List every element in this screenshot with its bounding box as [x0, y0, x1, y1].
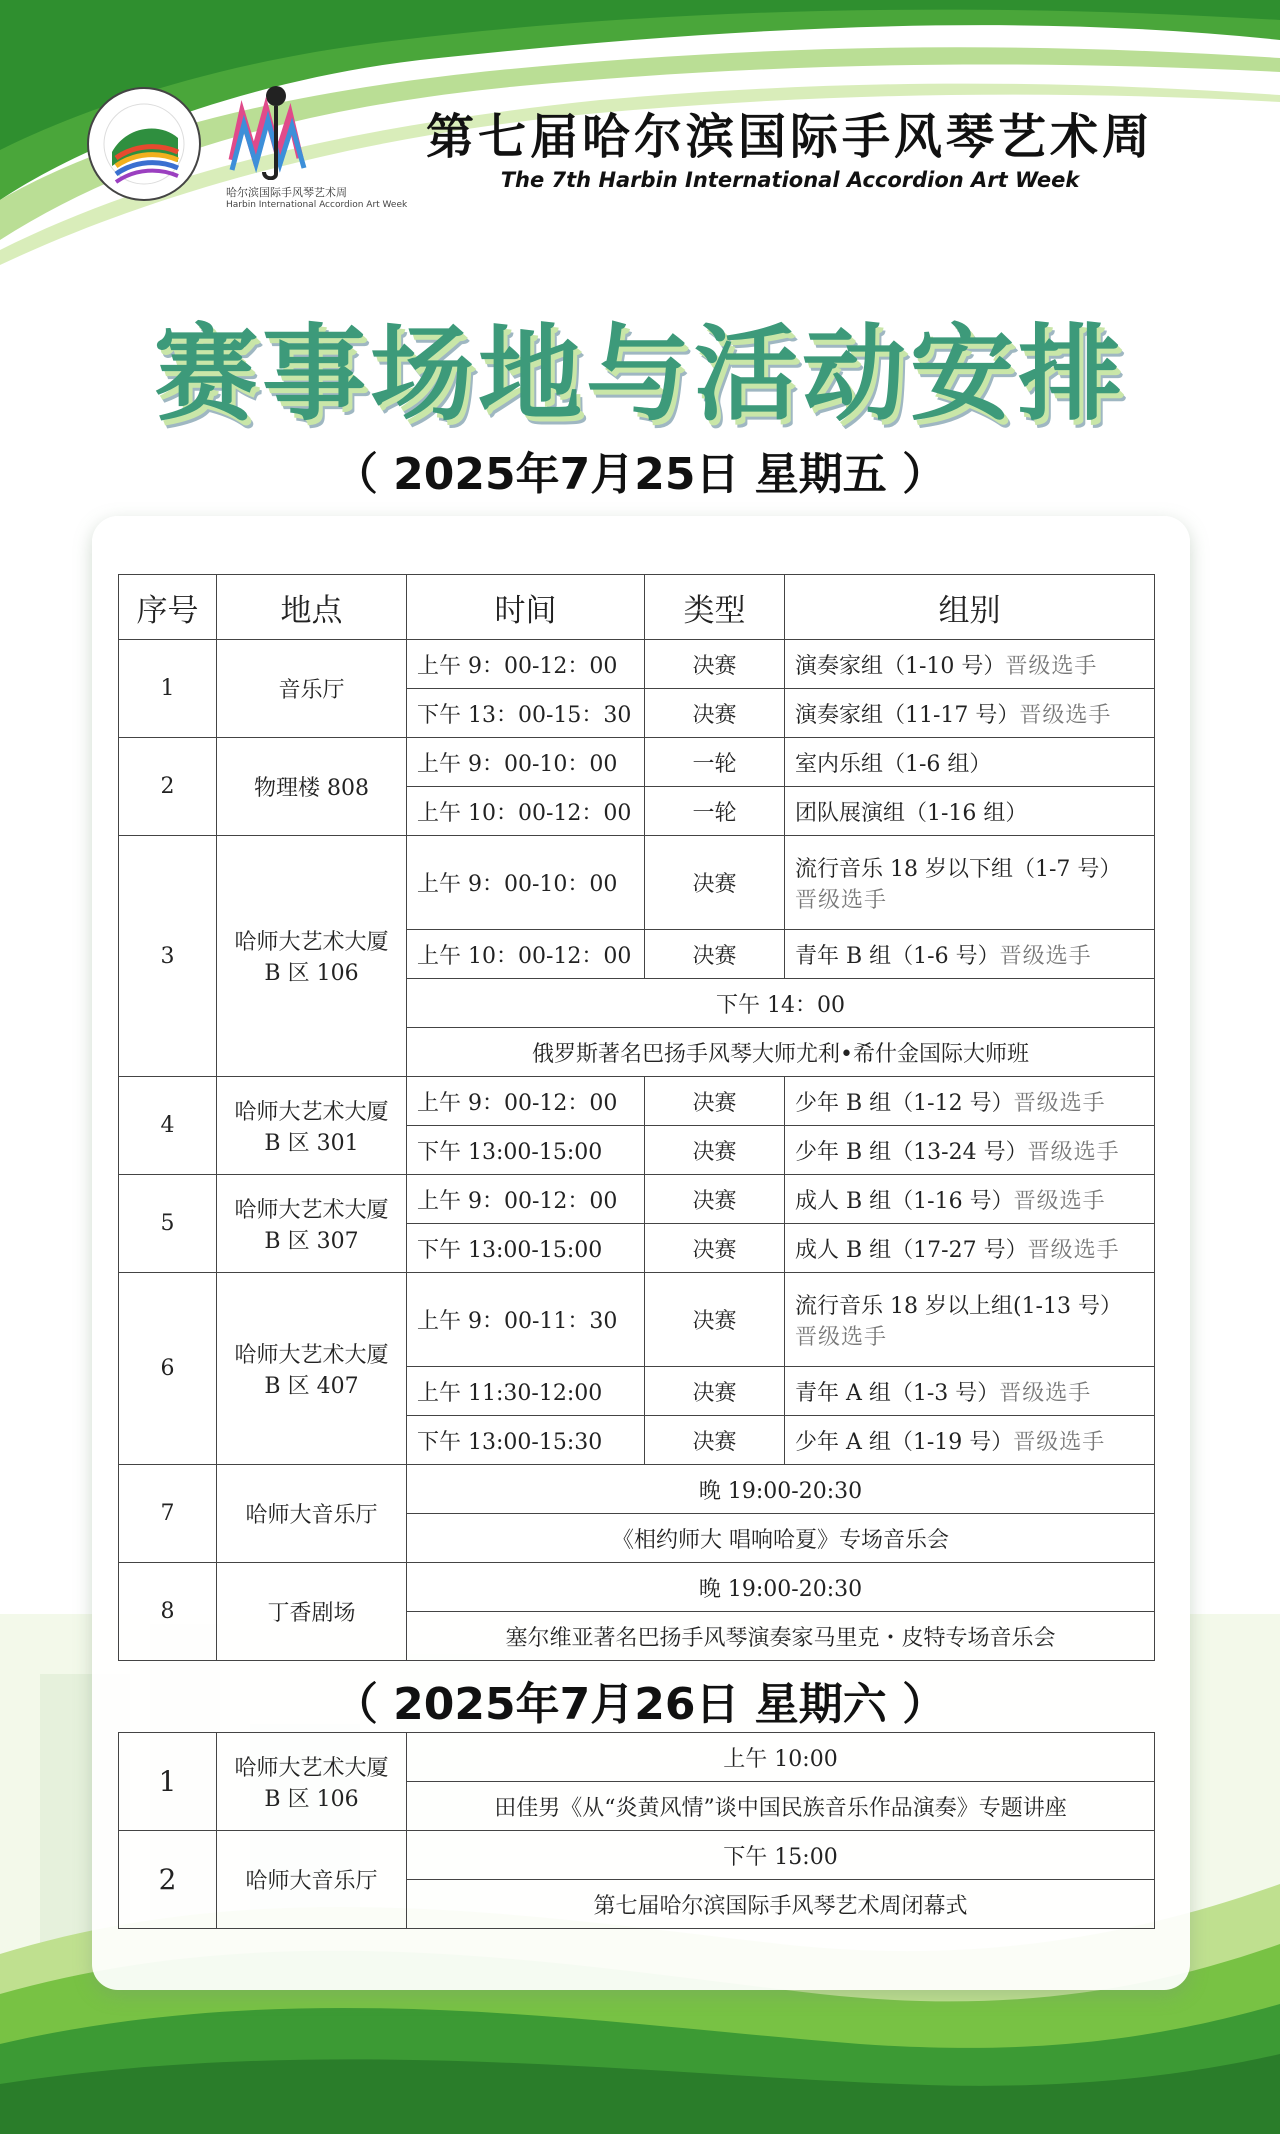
row-group: 团队展演组（1-16 组） [785, 787, 1155, 836]
header-group: 组别 [785, 575, 1155, 640]
group-text: 青年 A 组（1-3 号） [795, 1380, 1000, 1406]
row-venue: 物理楼 808 [217, 738, 407, 836]
row-no: 1 [119, 640, 217, 738]
event-title-cn: 第七届哈尔滨国际手风琴艺术周 [425, 109, 1154, 165]
event-name: 《相约师大 唱响哈夏》专场音乐会 [407, 1514, 1155, 1563]
row-type: 决赛 [645, 1416, 785, 1465]
group-text: 少年 A 组（1-19 号） [795, 1429, 1014, 1455]
accordion-week-logo-mark [224, 84, 324, 180]
row-venue: 哈师大音乐厅 [217, 1465, 407, 1563]
group-text: 流行音乐 18 岁以下组（1-7 号） [795, 856, 1122, 882]
row-group [785, 1126, 1155, 1175]
table-row [119, 1563, 1155, 1612]
row-no: 2 [119, 738, 217, 836]
row-time: 上午 9：00-12：00 [407, 1175, 645, 1224]
table-row [119, 1175, 1155, 1224]
row-venue: 哈师大艺术大厦 B 区 301 [217, 1077, 407, 1175]
row-time: 上午 9：00-11：30 [407, 1273, 645, 1367]
row-group [785, 1367, 1155, 1416]
day1-schedule-table [118, 574, 1155, 1661]
table-row [119, 738, 1155, 787]
row-no: 4 [119, 1077, 217, 1175]
qualifier-note: 晋级选手 [1013, 1429, 1106, 1455]
row-type: 决赛 [645, 836, 785, 930]
row-venue: 丁香剧场 [217, 1563, 407, 1661]
row-no: 7 [119, 1465, 217, 1563]
row-no: 8 [119, 1563, 217, 1661]
qualifier-note: 晋级选手 [999, 943, 1092, 969]
event-title-en: The 7th Harbin International Accordion Art Week [500, 168, 1080, 192]
page-title: 赛事场地与活动安排 [153, 313, 1126, 435]
row-time: 上午 10：00-12：00 [407, 930, 645, 979]
row-type: 决赛 [645, 1077, 785, 1126]
row-time: 上午 9：00-12：00 [407, 640, 645, 689]
group-text: 成人 B 组（17-27 号） [795, 1237, 1028, 1263]
row-group [785, 1224, 1155, 1273]
table-row [119, 836, 1155, 930]
row-time: 下午 13：00-15：30 [407, 689, 645, 738]
row-time: 下午 13:00-15:00 [407, 1224, 645, 1273]
row-group [785, 836, 1155, 930]
event-name: 俄罗斯著名巴扬手风琴大师尤利•希什金国际大师班 [407, 1028, 1155, 1077]
qualifier-note: 晋级选手 [1027, 1237, 1120, 1263]
group-text: 成人 B 组（1-16 号） [795, 1188, 1014, 1214]
row-type: 决赛 [645, 1224, 785, 1273]
week-logo-cn: 哈尔滨国际手风琴艺术周 [226, 186, 347, 199]
row-group [785, 1175, 1155, 1224]
row-time: 上午 9：00-12：00 [407, 1077, 645, 1126]
group-text: 少年 B 组（13-24 号） [795, 1139, 1028, 1165]
row-venue: 哈师大音乐厅 [217, 1831, 407, 1929]
event-time: 下午 14：00 [407, 979, 1155, 1028]
row-group [785, 930, 1155, 979]
table-row [119, 1077, 1155, 1126]
row-type: 决赛 [645, 1273, 785, 1367]
group-text: 流行音乐 18 岁以上组(1-13 号） [795, 1293, 1122, 1319]
row-no: 5 [119, 1175, 217, 1273]
event-time: 晚 19:00-20:30 [407, 1563, 1155, 1612]
row-type: 决赛 [645, 689, 785, 738]
qualifier-note: 晋级选手 [795, 887, 888, 913]
row-group [785, 640, 1155, 689]
row-type: 决赛 [645, 1126, 785, 1175]
row-time: 下午 13:00-15:00 [407, 1126, 645, 1175]
row-time: 下午 13:00-15:30 [407, 1416, 645, 1465]
qualifier-note: 晋级选手 [1013, 1090, 1106, 1116]
row-type: 决赛 [645, 1175, 785, 1224]
row-type: 决赛 [645, 640, 785, 689]
row-no: 2 [119, 1831, 217, 1929]
group-text: 演奏家组（1-10 号） [795, 653, 1006, 679]
row-venue: 哈师大艺术大厦 B 区 307 [217, 1175, 407, 1273]
row-time: 上午 9：00-10：00 [407, 836, 645, 930]
header-time: 时间 [407, 575, 645, 640]
event-time: 下午 15:00 [407, 1831, 1155, 1880]
row-group: 室内乐组（1-6 组） [785, 738, 1155, 787]
row-no: 3 [119, 836, 217, 1077]
qualifier-note: 晋级选手 [1005, 653, 1098, 679]
qualifier-note: 晋级选手 [1013, 1188, 1106, 1214]
row-type: 决赛 [645, 930, 785, 979]
table-row [119, 640, 1155, 689]
row-group [785, 1077, 1155, 1126]
qualifier-note: 晋级选手 [1027, 1139, 1120, 1165]
day2-schedule-table [118, 1732, 1155, 1929]
row-group [785, 689, 1155, 738]
table-row [119, 1733, 1155, 1782]
row-venue: 哈师大艺术大厦 B 区 106 [217, 1733, 407, 1831]
row-time: 上午 9：00-10：00 [407, 738, 645, 787]
row-no: 1 [119, 1733, 217, 1831]
group-text: 演奏家组（11-17 号） [795, 702, 1020, 728]
table-row [119, 1465, 1155, 1514]
row-type: 决赛 [645, 1367, 785, 1416]
row-group [785, 1416, 1155, 1465]
row-venue: 哈师大艺术大厦 B 区 407 [217, 1273, 407, 1465]
event-name: 塞尔维亚著名巴扬手风琴演奏家马里克・皮特专场音乐会 [407, 1612, 1155, 1661]
row-time: 上午 10：00-12：00 [407, 787, 645, 836]
group-text: 青年 B 组（1-6 号） [795, 943, 1000, 969]
event-name: 田佳男《从“炎黄风情”谈中国民族音乐作品演奏》专题讲座 [407, 1782, 1155, 1831]
group-text: 少年 B 组（1-12 号） [795, 1090, 1014, 1116]
row-group [785, 1273, 1155, 1367]
qualifier-note: 晋级选手 [999, 1380, 1092, 1406]
table-row [119, 1273, 1155, 1367]
row-venue: 哈师大艺术大厦 B 区 106 [217, 836, 407, 1077]
row-type: 一轮 [645, 738, 785, 787]
week-logo-en: Harbin International Accordion Art Week [226, 200, 408, 210]
table-header-row [119, 575, 1155, 640]
row-type: 一轮 [645, 787, 785, 836]
row-venue: 音乐厅 [217, 640, 407, 738]
event-name: 第七届哈尔滨国际手风琴艺术周闭幕式 [407, 1880, 1155, 1929]
festival-logo [86, 86, 202, 202]
day1-date-heading: （ 2025年7月25日 星期五 ） [333, 449, 947, 500]
header-type: 类型 [645, 575, 785, 640]
event-time: 晚 19:00-20:30 [407, 1465, 1155, 1514]
table-row [119, 1831, 1155, 1880]
header-venue: 地点 [217, 575, 407, 640]
day2-date-heading: （ 2025年7月26日 星期六 ） [333, 1679, 947, 1730]
row-time: 上午 11:30-12:00 [407, 1367, 645, 1416]
event-time: 上午 10:00 [407, 1733, 1155, 1782]
qualifier-note: 晋级选手 [1019, 702, 1112, 728]
row-no: 6 [119, 1273, 217, 1465]
accordion-week-logo [224, 84, 408, 216]
header-no: 序号 [119, 575, 217, 640]
qualifier-note: 晋级选手 [795, 1324, 888, 1350]
